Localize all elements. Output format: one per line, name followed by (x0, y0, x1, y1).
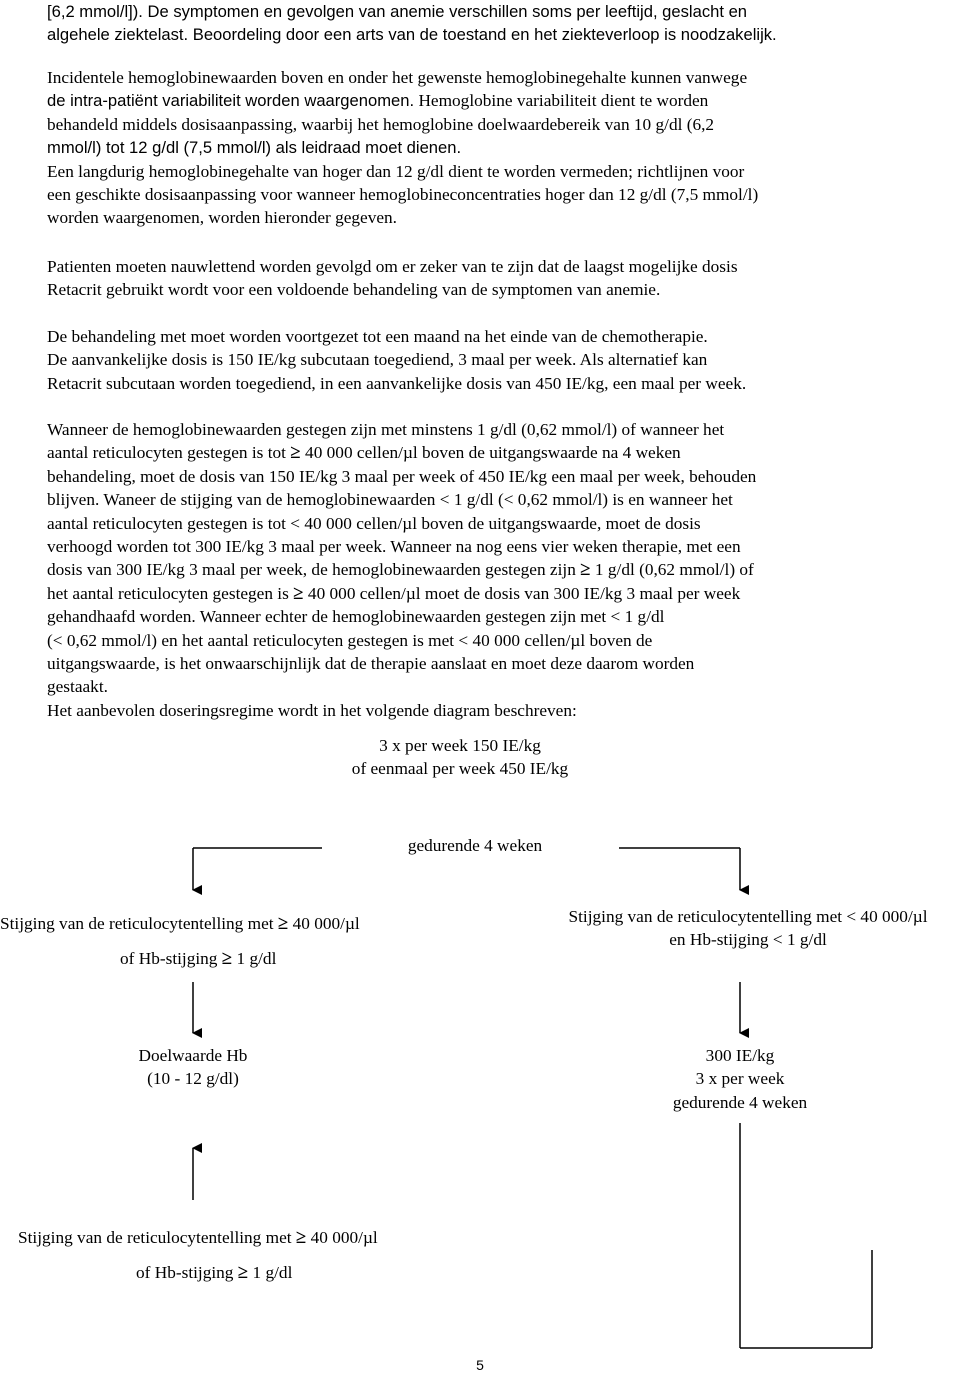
text-line: mmol/l) tot 12 g/dl (7,5 mmol/l) als leidraad moet dienen. (47, 138, 462, 158)
geq-symbol: ≥ (237, 1262, 249, 1284)
text-run: 40 000 cellen/µl moet de dosis van 300 IE/kg 3 maal per week (303, 583, 741, 603)
text-run: of Hb-stijging (120, 949, 222, 969)
text-line: Stijging van de reticulocytentelling met < 40 000/µl (568, 907, 928, 926)
text-line: aantal reticulocyten gestegen is tot < 40 000 cellen/µl boven de uitgangswaarde, moet de dosis (47, 513, 701, 533)
diagram-bottom-condition (18, 1226, 448, 1285)
text-line: verhoogd worden tot 300 IE/kg 3 maal per week. Wanneer na nog eens vier weken therapie, met een (47, 537, 741, 557)
text-line: gehandhaafd worden. Wanneer echter de hemoglobinewaarden gestegen zijn met < 1 g/dl (47, 607, 665, 627)
text-line: De aanvankelijke dosis is 150 IE/kg subcutaan toegediend, 3 maal per week. Als alternatief kan (47, 350, 708, 370)
text-line: 300 IE/kg (705, 1046, 775, 1065)
text-run: of Hb-stijging (136, 1263, 238, 1283)
text-line: behandeling, moet de dosis van 150 IE/kg 3 maal per week of 450 IE/kg een maal per week, behouden (47, 466, 757, 486)
diagram-duration (340, 834, 610, 857)
text-run: 1 g/dl (0,62 mmol/l) of (590, 560, 754, 580)
text-line: Wanneer de hemoglobinewaarden gestegen zijn met minstens 1 g/dl (0,62 mmol/l) of wanneer het (47, 420, 725, 439)
text-line: (10 - 12 g/dl) (147, 1069, 239, 1089)
text-run: 40 000/µl (306, 1228, 378, 1247)
text-run: aantal reticulocyten gestegen is tot (47, 443, 291, 463)
text-run: dosis van 300 IE/kg 3 maal per week, de hemoglobinewaarden gestegen zijn (47, 560, 581, 580)
left-branch-arrow (193, 848, 322, 890)
text-line: Incidentele hemoglobinewaarden boven en onder het gewenste hemoglobinegehalte kunnen vanwege (47, 68, 748, 87)
page-number: 5 (476, 1357, 484, 1373)
text-line: uitgangswaarde, is het onwaarschijnlijk dat de therapie aanslaat en moet deze daarom worden (47, 654, 695, 674)
geq-symbol: ≥ (221, 948, 233, 970)
diagram-start-dose (310, 734, 610, 781)
text-line: Patienten moeten nauwlettend worden gevolgd om er zeker van te zijn dat de laagst mogelijke dosis (47, 257, 738, 276)
text-line: Retacrit gebruikt wordt voor een voldoende behandeling van de symptomen van anemie. (47, 280, 661, 300)
text-line (0, 947, 424, 970)
text-line: behandeld middels dosisaanpassing, waarbij het hemoglobine doelwaardebereik van 10 g/dl (6,2 (47, 114, 715, 134)
text-line: algehele ziektelast. Beoordeling door een arts van de toestand en het ziekteverloop is noodzakelijk. (47, 25, 777, 45)
text-run: de intra-patiënt variabiliteit worden waargenomen. (47, 91, 415, 111)
text-line: [6,2 mmol/l]). De symptomen en gevolgen van anemie verschillen soms per leeftijd, geslacht en (47, 2, 748, 21)
geq-symbol: ≥ (580, 559, 591, 581)
text-line (0, 912, 424, 935)
text-run: Stijging van de reticulocytentelling met (18, 1228, 296, 1247)
text-line: (< 0,62 mmol/l) en het aantal reticulocyten gestegen is met < 40 000 cellen/µl boven de (47, 630, 653, 650)
text-run: 40 000 cellen/µl boven de uitgangswaarde na 4 weken (300, 443, 681, 463)
right-loop-arrow (740, 1123, 872, 1348)
text-run: 1 g/dl (248, 1263, 293, 1283)
text-line: of eenmaal per week 450 IE/kg (351, 759, 569, 779)
text-line: blijven. Waneer de stijging van de hemoglobinewaarden < 1 g/dl (< 0,62 mmol/l) is en wanneer het (47, 490, 733, 510)
text-line: gedurende 4 weken (672, 1092, 808, 1112)
geq-symbol: ≥ (293, 582, 304, 604)
text-line (18, 1226, 448, 1249)
text-line: en Hb-stijging < 1 g/dl (669, 930, 827, 950)
text-line: worden waargenomen, worden hieronder gegeven. (47, 208, 397, 228)
text-run: Stijging van de reticulocytentelling met (0, 914, 278, 933)
text-line: 3 x per week (695, 1069, 785, 1089)
diagram-left-condition (0, 912, 424, 971)
text-line: Een langdurig hemoglobinegehalte van hoger dan 12 g/dl dient te worden vermeden; richtlijnen voor (47, 161, 745, 181)
geq-symbol: ≥ (290, 442, 301, 464)
diagram-target-hb (83, 1044, 303, 1091)
text-run: 1 g/dl (232, 949, 277, 969)
text-run: 40 000/µl (288, 914, 360, 933)
text-line: De behandeling met moet worden voortgezet tot een maand na het einde van de chemotherapie. (47, 327, 708, 346)
text-line (18, 1261, 448, 1284)
text-line: gedurende 4 weken (407, 836, 543, 855)
text-line: Retacrit subcutaan worden toegediend, in een aanvankelijke dosis van 450 IE/kg, een maal per week. (47, 373, 747, 393)
text-line: 3 x per week 150 IE/kg (379, 736, 541, 755)
text-run: het aantal reticulocyten gestegen is (47, 583, 294, 603)
diagram-increased-dose (630, 1044, 850, 1114)
text-line: een geschikte dosisaanpassing voor wanneer hemoglobineconcentraties hoger dan 12 g/dl (7,5 mmol/l) (47, 185, 759, 205)
text-line: Het aanbevolen doseringsregime wordt in het volgende diagram beschreven: (47, 700, 577, 720)
text-line: Doelwaarde Hb (138, 1046, 248, 1065)
right-branch-arrow (619, 848, 740, 890)
geq-symbol: ≥ (295, 1227, 307, 1248)
text-run: Hemoglobine variabiliteit dient te worden (414, 91, 709, 111)
diagram-right-condition (536, 905, 960, 952)
geq-symbol: ≥ (277, 913, 289, 934)
text-line: gestaakt. (47, 677, 108, 697)
